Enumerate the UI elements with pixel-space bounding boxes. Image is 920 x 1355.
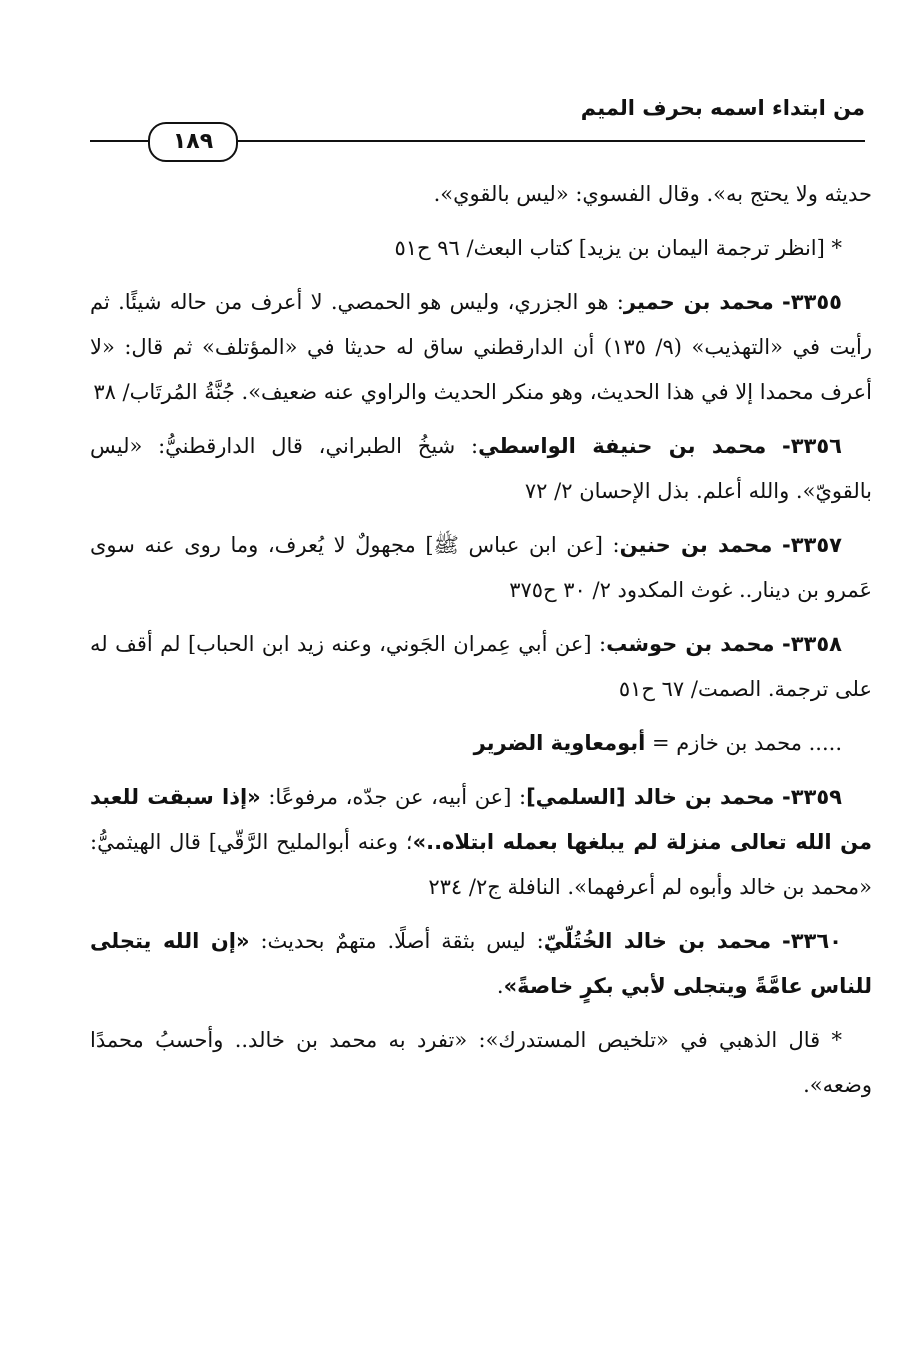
entry-tail: ؛ وعنه أبوالمليح الرَّقّي] قال الهيثميُّ: «محمد بن خالد وأبوه لم أعرفهما». النافلة ج٢/ ٢٣٤ [90,830,872,899]
hadith-quote: «إن الله يتجلى للناس عامَّةً ويتجلى لأبي بكرٍ خاصةً» [90,929,872,998]
entry-number: ٣٣٦٠- [781,929,842,953]
entry-3356 [90,424,872,514]
entry-number: ٣٣٥٧- [781,533,842,557]
entry-name: محمد بن خالد الخُتُلّيّ [543,929,772,953]
entry-number: ٣٣٥٦- [782,434,842,458]
entry-text: : [عن أبيه، عن جدّه، مرفوعًا: [260,785,527,809]
paragraph-note: * قال الذهبي في «تلخيص المستدرك»: «تفرد به محمد بن خالد.. وأحسبُ محمدًا وضعه». [90,1028,872,1097]
hadith-quote: «إذا سبقت للعبد من الله تعالى منزلة لم يبلغها بعمله ابتلاه..» [90,785,872,854]
entry-3358 [90,622,872,712]
entry-name: محمد بن حوشب [606,632,775,656]
entry-name: محمد بن حنيفة الواسطي [478,434,767,458]
entry-3360 [90,919,872,1009]
entry-text: : ليس بثقة أصلًا. متهمٌ بحديث: [249,929,544,953]
entry-number: ٣٣٥٨- [781,632,842,656]
cross-reference-target: أبومعاوية الضرير [473,731,646,755]
entry-3355 [90,280,872,415]
entry-text: : هو الجزري، وليس هو الحمصي. لا أعرف من حاله شيئًا. ثم رأيت في «التهذيب» (٩/ ١٣٥) أن الدارقطني ساق له حديثا في «المؤتلف» ثم قال: «لا أعرف محمدا إلا في هذا الحديث، وهو منكر الحديث والراوي عنه ضعيف». جُنَّةُ المُرتَاب/ ٣٨ [90,290,872,404]
entry-3359 [90,775,872,910]
entry-text: : [عن ابن عباس ﷺ] مجهولٌ لا يُعرف، وما روى عنه سوى عَمرو بن دينار.. غوث المكدود ٢/ ٣٠ ح٣٧٥ [90,533,872,602]
entry-text: : [عن أبي عِمران الجَوني، وعنه زيد ابن الحباب] لم أقف له على ترجمة. الصمت/ ٦٧ ح٥١ [90,632,872,701]
entry-text: : شيخُ الطبراني، قال الدارقطنيُّ: «ليس بالقويّ». والله أعلم. بذل الإحسان ٢/ ٧٢ [90,434,872,503]
paragraph-continuation: حديثه ولا يحتج به». وقال الفسوي: «ليس بالقوي». [433,182,872,206]
entry-name: محمد بن حنين [619,533,773,557]
entry-name: محمد بن حمير [623,290,774,314]
entry-3357 [90,523,872,613]
entry-tail: . [496,974,504,998]
paragraph-note: * [انظر ترجمة اليمان بن يزيد] كتاب البعث/ ٩٦ ح٥١ [394,236,842,260]
entry-name: محمد بن خالد [السلمي] [526,785,775,809]
entry-number: ٣٣٥٩- [781,785,842,809]
cross-reference: ..... محمد بن خازم = أبومعاوية الضرير [473,731,842,755]
text-body [90,172,872,1117]
page-number: ١٨٩ [148,122,238,162]
entry-number: ٣٣٥٥- [782,290,842,314]
running-header: من ابتداء اسمه بحرف الميم [580,96,865,120]
